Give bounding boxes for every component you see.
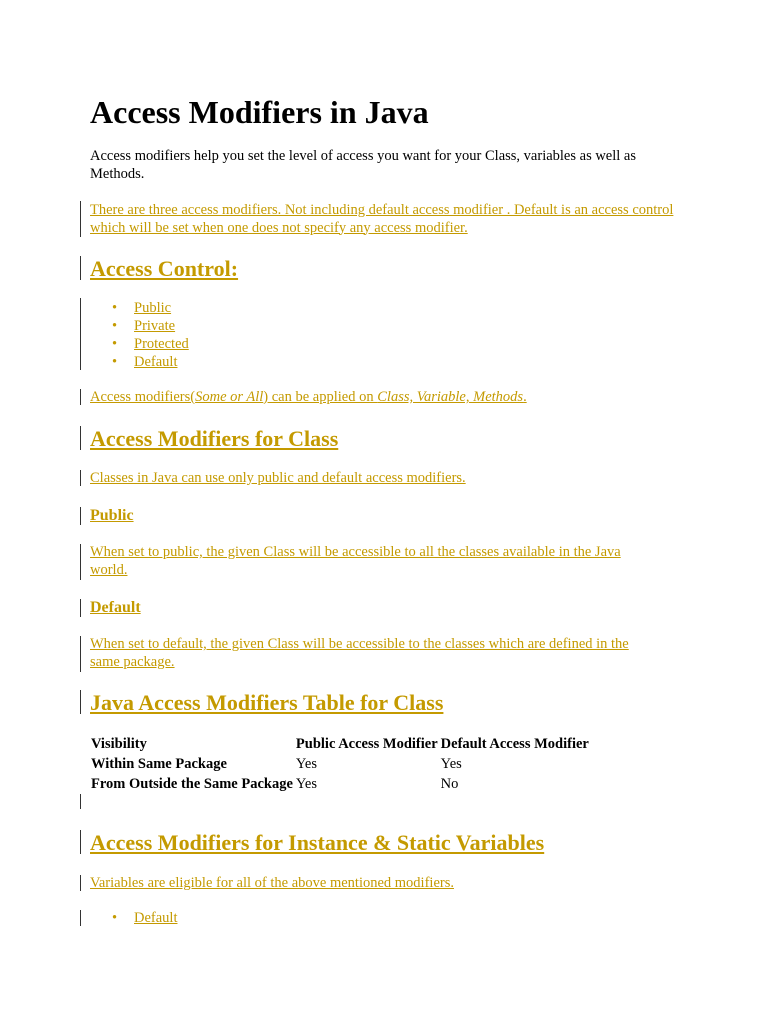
list-item[interactable]: • Default xyxy=(112,354,178,370)
table-header-cell: Default Access Modifier xyxy=(440,736,589,752)
table-cell: Within Same Package xyxy=(91,756,227,772)
class-section-text[interactable]: Classes in Java can use only public and default access modifiers. xyxy=(90,470,466,486)
list-item[interactable]: • Private xyxy=(112,318,176,334)
table-header-cell: Visibility xyxy=(91,736,147,752)
change-bar xyxy=(80,426,81,450)
list-item[interactable]: • Default xyxy=(112,910,178,926)
public-text[interactable]: When set to public, the given Class will be accessible to all the classes available in the Java world. xyxy=(90,544,621,578)
change-bar xyxy=(80,201,81,237)
variables-section-heading[interactable]: Access Modifiers for Instance & Static Variables xyxy=(90,830,545,855)
variables-list xyxy=(112,909,177,927)
table-cell: No xyxy=(440,776,459,792)
change-bar xyxy=(80,470,81,486)
table-row xyxy=(91,754,592,774)
change-bar xyxy=(80,507,81,525)
intro-paragraph: Access modifiers help you set the level of access you want for your Class, variables as well as Methods. xyxy=(90,148,637,182)
default-heading[interactable]: Default xyxy=(90,599,141,616)
access-control-heading[interactable]: Access Control: xyxy=(90,256,239,281)
change-bar xyxy=(80,794,81,809)
change-bar xyxy=(80,910,81,926)
table-cell: From Outside the Same Package xyxy=(91,776,293,792)
default-text[interactable]: When set to default, the given Class will be accessible to the classes which are defined in the same package. xyxy=(90,636,629,670)
table-cell: Yes xyxy=(295,776,318,792)
change-bar xyxy=(80,256,81,280)
change-bar xyxy=(80,298,81,370)
table-section-heading[interactable]: Java Access Modifiers Table for Class xyxy=(90,690,444,715)
change-bar xyxy=(80,389,81,405)
change-bar xyxy=(80,830,81,854)
change-bar xyxy=(80,636,81,672)
table-header-cell: Public Access Modifier xyxy=(295,736,438,752)
note-paragraph[interactable]: There are three access modifiers. Not including default access modifier . Default is an access control which will be set when one does not specify any access modifier. xyxy=(90,202,674,236)
table-header-row xyxy=(91,734,592,754)
access-control-list xyxy=(112,299,189,371)
list-item[interactable]: • Protected xyxy=(112,336,189,352)
change-bar xyxy=(80,875,81,891)
access-table xyxy=(91,734,592,794)
table-row xyxy=(91,774,592,794)
change-bar xyxy=(80,544,81,580)
public-heading[interactable]: Public xyxy=(90,507,134,524)
applied-on-paragraph[interactable]: Access modifiers(Some or All) can be applied on Class, Variable, Methods. xyxy=(90,389,527,405)
change-bar xyxy=(80,599,81,617)
change-bar xyxy=(80,690,81,714)
table-cell: Yes xyxy=(295,756,318,772)
variables-section-text[interactable]: Variables are eligible for all of the above mentioned modifiers. xyxy=(90,875,454,891)
table-cell: Yes xyxy=(440,756,462,772)
list-item[interactable]: • Public xyxy=(112,300,172,316)
page-title: Access Modifiers in Java xyxy=(90,94,429,130)
class-section-heading[interactable]: Access Modifiers for Class xyxy=(90,426,339,451)
